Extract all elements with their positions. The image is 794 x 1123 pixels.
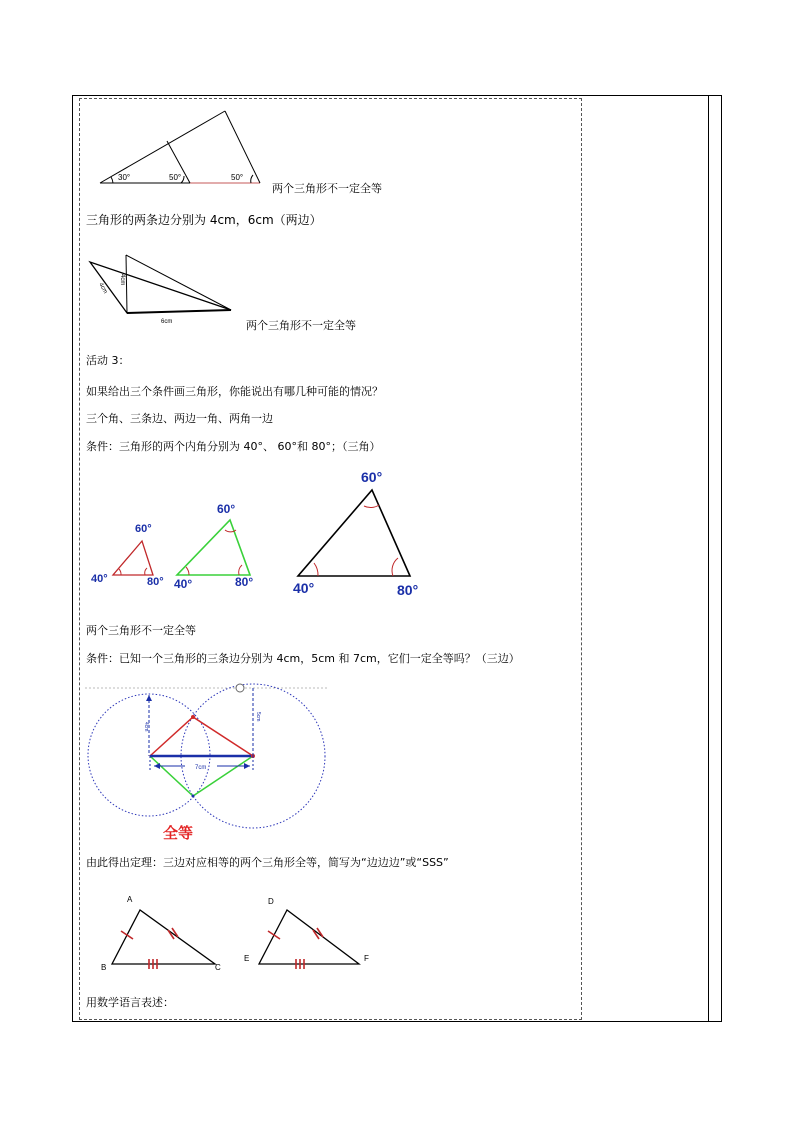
lower-green-triangle [150,756,253,796]
label-5cm: 5cm [255,712,261,722]
small-tri-80: 80° [147,576,164,588]
fig1-arc-30 [111,177,113,183]
medium-tri-60: 60° [217,502,236,516]
sss-triangles-figure [95,890,385,980]
vertex-a: A [127,895,133,904]
large-tri-40: 40° [293,580,315,596]
angle-triangles-figure [85,468,430,603]
activity-cases: 三个角、三条边、两边一角、两角一边 [86,412,273,425]
small-red-triangle [113,541,153,575]
sss-theorem: 由此得出定理：三边对应相等的两个三角形全等，简写为“边边边”或“SSS” [86,856,449,869]
medium-tri-40: 40° [174,577,193,591]
fig1-angle-50a: 50° [169,173,182,182]
small-tri-40: 40° [91,573,108,585]
fig2-label-mid: 4cm [119,274,125,286]
medium-tri-80: 80° [235,575,254,589]
fig2-caption: 两个三角形不一定全等 [246,319,356,332]
conclusion-not-congruent: 两个三角形不一定全等 [86,624,196,637]
fig1-caption: 两个三角形不一定全等 [272,182,382,195]
congruent-title: 全等 [163,824,194,842]
column-divider [708,95,709,1022]
compass-construction-figure [85,680,330,845]
triangle-abc [112,910,215,964]
fig2-label-base: 6cm [161,319,173,325]
fig1-angle-50b: 50° [231,173,244,182]
condition-angles: 条件：三角形的两个内角分别为 40°、 60°和 80°；（三角） [86,440,381,453]
vertex-c: C [215,963,221,972]
fig2-label-left: 4cm [97,282,109,295]
vertex-d: D [268,897,274,906]
triangle-def [259,910,359,964]
medium-green-triangle [177,520,250,575]
fig1-arc-50a [181,176,184,183]
angle-figure [95,108,265,188]
large-black-triangle [298,490,410,576]
label-7cm: 7cm [195,765,207,771]
fig1-arc-50b [251,175,253,183]
small-tri-60: 60° [135,523,152,535]
condition-sides: 条件：已知一个三角形的三条边分别为 4cm，5cm 和 7cm，它们一定全等吗？（三边） [86,652,520,665]
activity-title: 活动 3： [86,354,130,367]
label-4cm: 4cm [143,722,149,732]
fig1-angle-30: 30° [118,173,131,182]
vertex-e: E [244,954,250,963]
two-sides-figure [85,250,235,325]
two-sides-line: 三角形的两条边分别为 4cm，6cm（两边） [86,213,322,227]
large-tri-80: 80° [397,582,419,598]
math-language-label: 用数学语言表述： [86,996,174,1009]
vertex-f: F [364,954,369,963]
large-tri-60: 60° [361,469,383,485]
upper-red-triangle [150,717,253,756]
vertex-b: B [101,963,107,972]
activity-question: 如果给出三个条件画三角形，你能说出有哪几种可能的情况？ [86,385,383,398]
